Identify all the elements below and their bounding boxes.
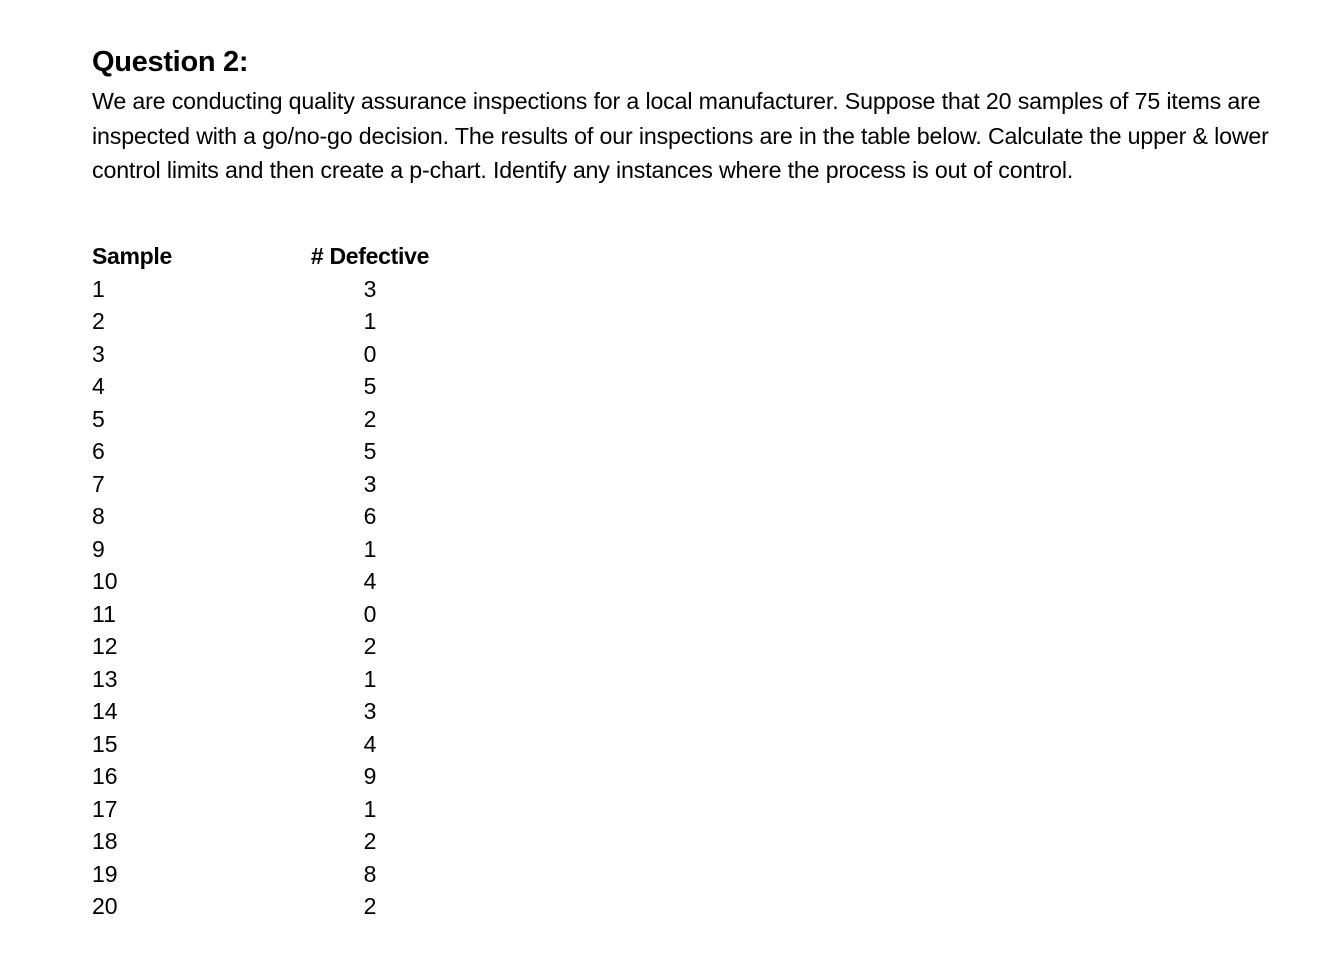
- cell-defective: 1: [363, 308, 377, 334]
- cell-defective: 6: [363, 503, 377, 529]
- table-row: [92, 338, 460, 371]
- cell-sample: 8: [92, 503, 105, 529]
- cell-defective: 5: [363, 373, 377, 399]
- table-row: [92, 533, 460, 566]
- cell-sample: 6: [92, 438, 105, 464]
- cell-defective: 0: [363, 340, 377, 367]
- cell-sample: 11: [92, 600, 116, 627]
- cell-sample: 2: [92, 308, 105, 334]
- cell-defective: 9: [363, 763, 377, 789]
- table-row: [92, 890, 460, 923]
- cell-sample: 5: [92, 405, 105, 432]
- cell-sample: 13: [92, 665, 118, 692]
- cell-defective: 2: [363, 633, 377, 659]
- defects-table: [92, 240, 460, 923]
- header-sample: Sample: [92, 243, 173, 269]
- table-body: [92, 273, 460, 923]
- table-row: [92, 565, 460, 598]
- table-row: [92, 695, 460, 728]
- cell-defective: 1: [363, 665, 377, 692]
- table-row: [92, 663, 460, 696]
- question-title: Question 2:: [92, 46, 249, 78]
- table-row: [92, 793, 460, 826]
- table-row: [92, 825, 460, 858]
- cell-sample: 16: [92, 763, 118, 789]
- table-row: [92, 273, 460, 306]
- table-row: [92, 435, 460, 468]
- table-row: [92, 468, 460, 501]
- cell-sample: 15: [92, 730, 118, 757]
- table-row: [92, 598, 460, 631]
- table-row: [92, 370, 460, 403]
- cell-sample: 9: [92, 535, 105, 562]
- table-row: [92, 760, 460, 793]
- cell-defective: 2: [363, 828, 377, 854]
- cell-sample: 7: [92, 470, 105, 497]
- cell-sample: 14: [92, 698, 118, 724]
- cell-defective: 5: [363, 438, 377, 464]
- table-header-row: [92, 240, 460, 273]
- cell-defective: 3: [363, 470, 377, 497]
- cell-sample: 19: [92, 860, 118, 887]
- cell-defective: 3: [363, 698, 377, 724]
- cell-defective: 2: [363, 405, 377, 432]
- cell-defective: 8: [363, 860, 377, 887]
- table-row: [92, 630, 460, 663]
- cell-sample: 1: [92, 275, 105, 302]
- table-row: [92, 305, 460, 338]
- cell-sample: 4: [92, 373, 105, 399]
- document-page: [92, 40, 1292, 919]
- cell-sample: 18: [92, 828, 118, 854]
- table-row: [92, 728, 460, 761]
- cell-defective: 4: [363, 730, 377, 757]
- cell-defective: 2: [363, 893, 377, 919]
- cell-sample: 10: [92, 568, 118, 594]
- cell-sample: 17: [92, 795, 118, 822]
- cell-defective: 4: [363, 568, 377, 594]
- cell-defective: 1: [363, 795, 377, 822]
- cell-defective: 0: [363, 600, 377, 627]
- cell-sample: 3: [92, 340, 105, 367]
- cell-defective: 1: [363, 535, 377, 562]
- table-row: [92, 858, 460, 891]
- table-row: [92, 403, 460, 436]
- cell-defective: 3: [363, 275, 377, 302]
- header-defective: # Defective: [310, 243, 430, 269]
- cell-sample: 12: [92, 633, 118, 659]
- question-body: We are conducting quality assurance inspections for a local manufacturer. Suppose that 20 samples of 75 items are inspected with a go/no-go decision. The results of our inspections are in the table below. Calculate the upper & lower control limits and then create a p-chart. Identify any instances where the process is out of control.: [92, 88, 1269, 183]
- cell-sample: 20: [92, 893, 118, 919]
- table-row: [92, 500, 460, 533]
